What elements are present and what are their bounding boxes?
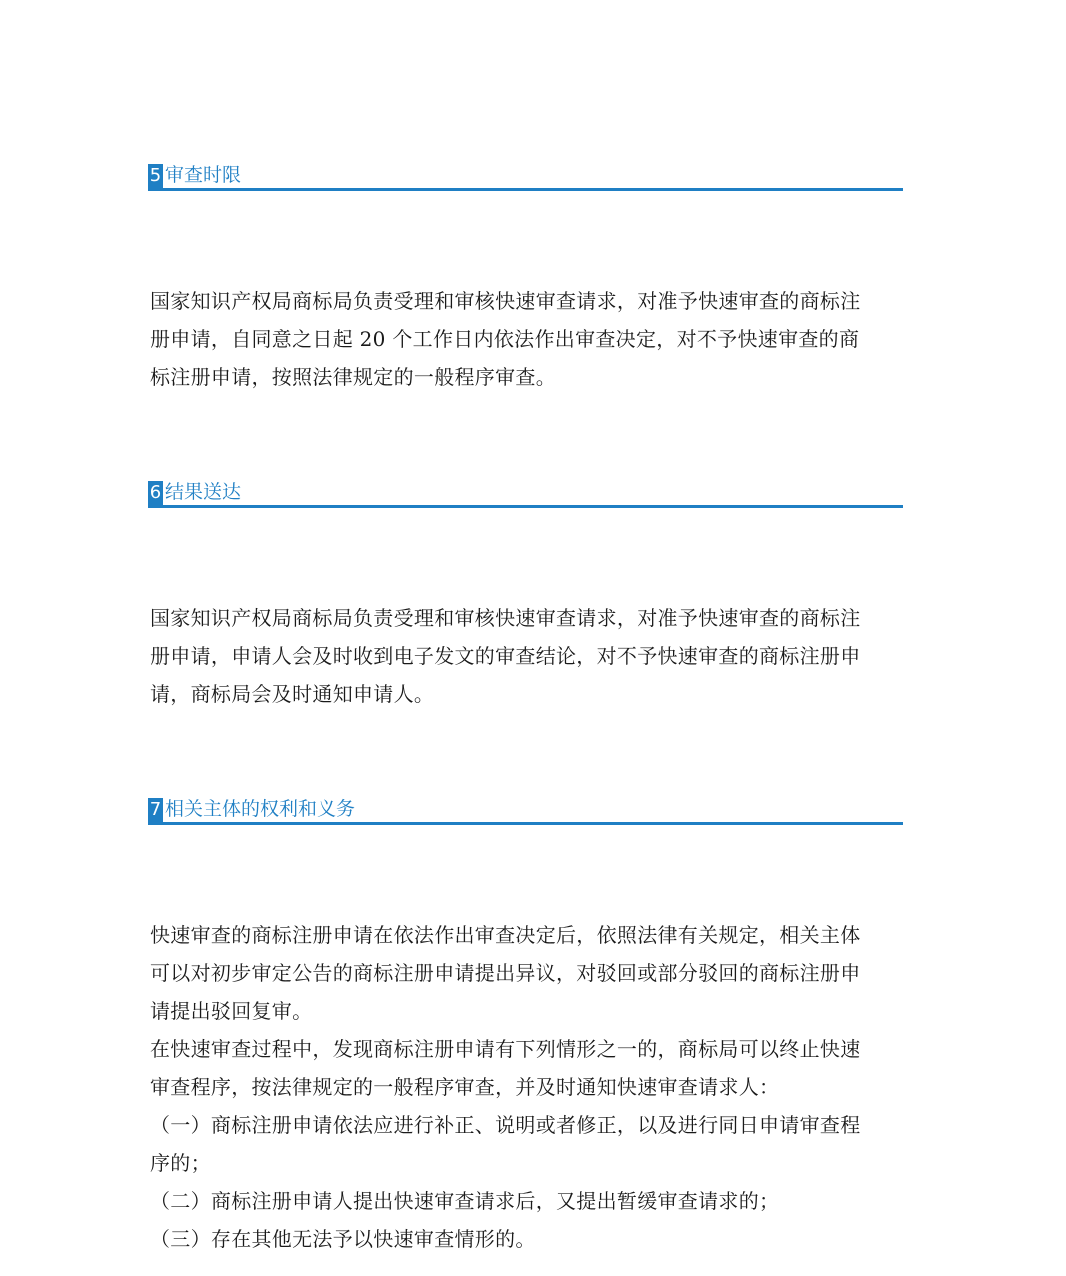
section-heading-6 (148, 482, 903, 508)
section-6-body (150, 599, 902, 713)
section-heading-5 (148, 165, 903, 191)
paragraph-line: 请，商标局会及时通知申请人。 (150, 682, 435, 706)
paragraph-line: 国家知识产权局商标局负责受理和审核快速审查请求，对准予快速审查的商标注 (150, 289, 861, 313)
section-number-badge: 6 (149, 482, 162, 503)
section-title: 结果送达 (165, 481, 242, 503)
list-item: （二）商标注册申请人提出快速审查请求后，又提出暂缓审查请求的； (150, 1189, 780, 1213)
section-title: 审查时限 (165, 164, 242, 186)
section-heading-7 (148, 799, 903, 825)
paragraph-line: 标注册申请，按照法律规定的一般程序审查。 (150, 365, 556, 389)
section-number-badge: 5 (149, 165, 162, 186)
paragraph-line: 册申请，自同意之日起 20 个工作日内依法作出审查决定，对不予快速审查的商 (150, 327, 860, 351)
list-item: （三）存在其他无法予以快速审查情形的。 (150, 1227, 536, 1251)
section-7-body (150, 916, 902, 1258)
paragraph-line: 国家知识产权局商标局负责受理和审核快速审查请求，对准予快速审查的商标注 (150, 606, 861, 630)
paragraph-line: 在快速审查过程中，发现商标注册申请有下列情形之一的，商标局可以终止快速 (150, 1037, 861, 1061)
section-5-body (150, 282, 902, 396)
list-item-continuation: 序的； (150, 1151, 211, 1175)
paragraph-line: 审查程序，按法律规定的一般程序审查，并及时通知快速审查请求人： (150, 1075, 780, 1099)
section-number-badge: 7 (149, 799, 162, 820)
list-item: （一）商标注册申请依法应进行补正、说明或者修正，以及进行同日申请审查程 (150, 1113, 861, 1137)
paragraph-line: 册申请，申请人会及时收到电子发文的审查结论，对不予快速审查的商标注册申 (150, 644, 861, 668)
section-title: 相关主体的权利和义务 (165, 798, 356, 820)
paragraph-line: 可以对初步审定公告的商标注册申请提出异议，对驳回或部分驳回的商标注册申 (150, 961, 861, 985)
paragraph-line: 请提出驳回复审。 (150, 999, 313, 1023)
paragraph-line: 快速审查的商标注册申请在依法作出审查决定后，依照法律有关规定，相关主体 (150, 923, 861, 947)
